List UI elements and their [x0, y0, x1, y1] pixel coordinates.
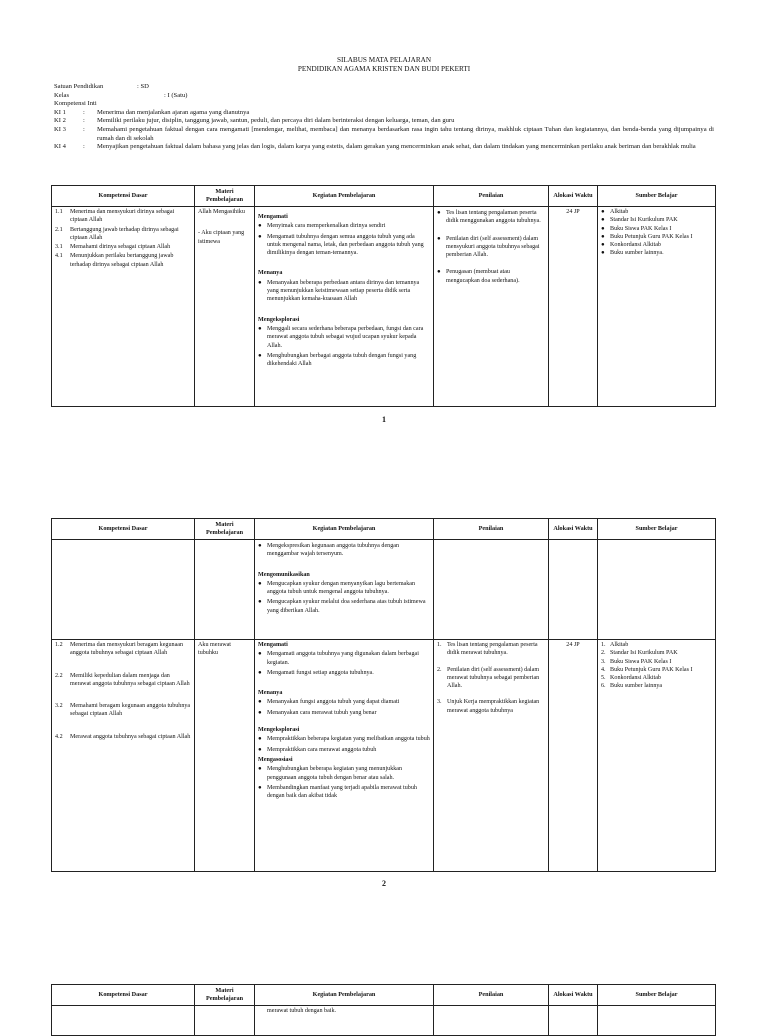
materi-title: Allah Mengasihiku [198, 209, 245, 215]
bullet-icon: ● [601, 242, 605, 249]
bullet-icon: ● [258, 699, 262, 706]
bullet-icon: ● [437, 269, 441, 276]
satuan-value: : SD [137, 83, 149, 90]
kd-number: 4.1 [55, 253, 63, 260]
activity-text: Mengekspresikan kegunaan anggota tubuhnya dengan menggambar wajah tersenyum. [267, 543, 399, 558]
bullet-icon: ● [601, 225, 605, 232]
source-text: Alkitab [610, 642, 629, 648]
activity-text: Mengamati fungsi setiap anggota tubuhnya. [267, 669, 374, 676]
bullet-icon: ● [258, 784, 262, 791]
title-line-2: PENDIDIKAN AGAMA KRISTEN DAN BUDI PEKERTI [297, 65, 471, 73]
kompetensi-cell [52, 640, 195, 872]
materi-cell [195, 540, 255, 640]
col-header-materi: Materi Pembelajaran [195, 985, 255, 1006]
ki-heading: Kompetensi Inti [54, 100, 97, 108]
activity-text: Mempraktikkan beberapa kegiatan yang melibatkan anggota tubuh [267, 736, 430, 743]
assessment-text: Penilaian diri (self assessment) dalam mensyukuri anggota tubuhnya sebagai pemberian Allah. [446, 235, 540, 259]
kd-number: 2.2 [55, 672, 63, 679]
bullet-icon: ● [258, 651, 262, 658]
kd-text: Memiliki kepedulian dalam menjaga dan merawat anggota tubuhnya sebagai ciptaan Allah [70, 672, 190, 687]
activity-text: Menanyakan cara merawat tubuh yang benar [267, 709, 377, 716]
activity-text: merawat tubuh dengan baik. [267, 1008, 337, 1014]
source-text: Konkordansi Alkitab [610, 675, 661, 682]
kd-text: Memahami dirinya sebagai ciptaan Allah [70, 244, 171, 251]
materi-cell: Aku merawat tubuhku [195, 640, 255, 872]
bullet-icon: ● [601, 209, 605, 215]
activity-text: Mengamati anggota tubuhnya yang digunakan dalam berbagai kegiatan. [267, 651, 419, 666]
bullet-icon: ● [258, 736, 262, 743]
assessment-text: Tes lisan tentang pengalaman peserta didik merawat tubuhnya. [447, 642, 538, 657]
col-header-sumber: Sumber Belajar [598, 985, 716, 1006]
ki-code: KI 1 [54, 108, 66, 116]
table-row [52, 540, 716, 640]
kd-text: Menerima dan mensyukuri dirinya sebagai ciptaan Allah [70, 209, 175, 224]
col-header-kegiatan: Kegiatan Pembelajaran [255, 985, 434, 1006]
table-row [52, 640, 716, 872]
penilaian-cell [434, 1006, 549, 1036]
kegiatan-cell [255, 1006, 434, 1036]
col-header-penilaian: Penilaian [434, 186, 549, 207]
bullet-icon: ● [258, 709, 262, 716]
col-header-kompetensi: Kompetensi Dasar [52, 985, 195, 1006]
ki-colon: : [83, 117, 85, 125]
kd-number: 4.2 [55, 733, 63, 740]
col-header-sumber: Sumber Belajar [598, 186, 716, 207]
syllabus-table-page-2 [51, 518, 716, 872]
ki-text: Menyajikan pengetahuan faktual dalam bahasa yang jelas dan logis, dalam karya yang estetis, dalam gerakan yang mencerminkan anak sehat, dan dalam tindakan yang mencerminkan perilaku anak beriman dan berakhlak mulia [97, 143, 696, 151]
table-header-row [52, 186, 716, 207]
col-header-alokasi: Alokasi Waktu [549, 186, 598, 207]
bullet-icon: ● [258, 279, 262, 286]
kelas-value: : I (Satu) [164, 91, 188, 99]
kd-number: 2.1 [55, 226, 63, 233]
ki-code: KI 2 [54, 117, 66, 125]
table-header-row [52, 519, 716, 540]
item-number: 2. [601, 650, 606, 657]
bullet-icon: ● [258, 325, 262, 332]
col-header-sumber: Sumber Belajar [598, 519, 716, 540]
activity-text: Mempraktikkan cara merawat anggota tubuh [267, 746, 377, 753]
activity-text: Menyimak cara memperkenalkan dirinya sendiri [267, 223, 386, 230]
step-heading: Menanya [258, 270, 283, 277]
ki-colon: : [83, 125, 85, 133]
table-row [52, 1006, 716, 1036]
step-heading: Mengasosiasi [258, 756, 293, 763]
activity-text: Menghubungkan berbagai anggota tubuh dengan fungsi yang dikehendaki Allah [267, 352, 417, 368]
sumber-cell [598, 1006, 716, 1036]
bullet-icon: ● [258, 223, 262, 230]
kd-text: Merawat anggota tubuhnya sebagai ciptaan Allah [70, 733, 191, 740]
kd-number: 3.1 [55, 244, 63, 251]
kegiatan-cell [255, 640, 434, 872]
alokasi-cell [549, 1006, 598, 1036]
ki-code: KI 3 [54, 125, 66, 133]
ki-row [54, 109, 714, 118]
bullet-icon: ● [258, 599, 262, 606]
kompetensi-cell [52, 1006, 195, 1036]
alokasi-cell [549, 540, 598, 640]
kd-text: Menunjukkan perilaku bertanggung jawab terhadap dirinya sebagai ciptaan Allah [70, 253, 174, 268]
table-row [52, 207, 716, 407]
item-number: 4. [601, 666, 606, 673]
materi-cell [195, 207, 255, 407]
activity-text: Mengucapkan syukur melalui doa sederhana atas tubuh istimewa yang diberikan Allah. [267, 599, 426, 614]
item-number: 5. [601, 675, 606, 682]
materi-subtopic: - Aku ciptaan yang istimewa [198, 230, 245, 245]
bullet-icon: ● [258, 580, 262, 587]
ki-code: KI 4 [54, 143, 66, 151]
ki-colon: : [83, 143, 85, 151]
activity-text: Menggali secara sederhana beberapa perbedaan, fungsi dan cara merawat anggota tubuh sebagai wujud ucapan syukur kepada Allah. [267, 325, 424, 349]
bullet-icon: ● [601, 233, 605, 240]
bullet-icon: ● [258, 543, 262, 549]
kegiatan-cell [255, 540, 434, 640]
col-header-kompetensi: Kompetensi Dasar [52, 519, 195, 540]
activity-text: Menanyakan beberapa perbedaan antara dirinya dan temannya yang menunjukkan keistimewaan setiap peserta didik serta menunjukkan kemaha-kuasaan Allah [267, 279, 420, 303]
ki-text: Memahami pengetahuan faktual dengan cara mengamati [mendengar, melihat, membaca] dan menanya berdasarkan rasa ingin tahu tentang dirinya, makhluk ciptaan Tuhan dan kegiatannya, dan benda-benda yang dijumpainya di rumah dan di sekolah [97, 125, 714, 142]
assessment-text: Tes lisan tentang pengalaman peserta didik menggunakan anggota tubuhnya. [446, 210, 541, 225]
item-number: 2. [437, 666, 442, 673]
alokasi-cell: 24 JP [549, 640, 598, 872]
document-meta [54, 83, 714, 152]
assessment-text: Unjuk Kerja mempraktikkan kegiatan merawat anggota tubuhnya [447, 699, 540, 714]
activity-text: Mengamati tubuhnya dengan semua anggota tubuh yang ada untuk mengenal nama, letak, dan perbedaan anggota tubuh yang dimilikinya dengan teman-temannya. [267, 233, 424, 257]
bullet-icon: ● [258, 766, 262, 773]
activity-text: Membandingkan manfaat yang terjadi apabila merawat tubuh dengan baik dan akibat tidak [267, 784, 417, 800]
bullet-icon: ● [258, 352, 262, 359]
bullet-icon: ● [258, 746, 262, 753]
col-header-alokasi: Alokasi Waktu [549, 519, 598, 540]
sumber-cell [598, 207, 716, 407]
kd-text: Memahami beragam kegunaan anggota tubuhnya sebagai ciptaan Allah [70, 703, 191, 718]
source-text: Buku sumber lainnya [610, 683, 663, 690]
activity-text: Menghubungkan beberapa kegiatan yang menunjukkan penggunaan anggota tubuh dengan benar atau salah. [267, 766, 403, 781]
kd-text: Bertanggung jawab terhadap dirinya sebagai ciptaan Allah [70, 226, 179, 241]
bullet-icon: ● [601, 217, 605, 224]
col-header-alokasi: Alokasi Waktu [549, 985, 598, 1006]
kegiatan-cell [255, 207, 434, 407]
title-line-1: SILABUS MATA PELAJARAN [336, 56, 432, 64]
sumber-cell [598, 640, 716, 872]
source-text: Standar Isi Kurikulum PAK [610, 650, 678, 657]
source-text: Buku sumber lainnya. [610, 250, 664, 257]
satuan-label: Satuan Pendidikan [54, 83, 104, 90]
kelas-label: Kelas [54, 91, 70, 99]
page-number: 2 [382, 879, 386, 888]
col-header-kegiatan: Kegiatan Pembelajaran [255, 519, 434, 540]
source-text: Standar Isi Kurikulum PAK [610, 217, 678, 224]
ki-colon: : [83, 108, 85, 116]
penilaian-cell [434, 207, 549, 407]
kompetensi-cell [52, 540, 195, 640]
ki-text: Memiliki perilaku jujur, disiplin, tanggung jawab, santun, peduli, dan percaya diri dalam berinteraksi dengan keluarga, teman, dan guru [97, 117, 455, 125]
source-text: Alkitab [610, 209, 629, 215]
kd-number: 1.1 [55, 209, 63, 215]
page-number: 1 [382, 415, 386, 424]
ki-row [54, 117, 714, 126]
source-text: Buku Petunjuk Guru PAK Kelas I [610, 666, 693, 673]
col-header-kompetensi: Kompetensi Dasar [52, 186, 195, 207]
activity-text: Menanyakan fungsi anggota tubuh yang dapat diamati [267, 699, 400, 706]
source-text: Buku Siswa PAK Kelas I [610, 225, 672, 232]
table-header-row [52, 985, 716, 1006]
source-text: Konkordansi Alkitab [610, 242, 661, 249]
col-header-materi: Materi Pembelajaran [195, 186, 255, 207]
bullet-icon: ● [258, 233, 262, 240]
kd-number: 1.2 [55, 642, 63, 648]
kd-text: Menerima dan mensyukuri beragam kegunaan anggota tubuhnya sebagai ciptaan Allah [70, 642, 184, 657]
kd-number: 3.2 [55, 703, 63, 710]
assessment-text: Penilaian diri (self assessment) dalam merawat tubuhnya sebagai pemberian Allah. [447, 666, 540, 690]
ki-row [54, 126, 714, 143]
document-title [0, 56, 768, 74]
col-header-penilaian: Penilaian [434, 519, 549, 540]
col-header-kegiatan: Kegiatan Pembelajaran [255, 186, 434, 207]
bullet-icon: ● [258, 669, 262, 676]
ki-text: Menerima dan menjalankan ajaran agama yang dianutnya [97, 108, 250, 116]
item-number: 3. [601, 658, 606, 665]
step-heading: Mengeksplorasi [258, 727, 300, 734]
step-heading: Menanya [258, 690, 283, 697]
materi-cell [195, 1006, 255, 1036]
step-heading: Mengamati [258, 214, 288, 220]
penilaian-cell [434, 640, 549, 872]
item-number: 3. [437, 699, 442, 706]
bullet-icon: ● [437, 235, 441, 242]
kompetensi-cell [52, 207, 195, 407]
ki-row [54, 143, 714, 152]
syllabus-table-page-1 [51, 185, 716, 407]
col-header-materi: Materi Pembelajaran [195, 519, 255, 540]
step-heading: Mengamati [258, 642, 288, 648]
activity-text: Mengucapkan syukur dengan menyanyikan lagu bertemakan anggota tubuh untuk mengenal anggota tubuhnya. [267, 580, 416, 596]
source-text: Buku Petunjuk Guru PAK Kelas I [610, 233, 693, 240]
syllabus-table-page-3 [51, 984, 716, 1036]
bullet-icon: ● [601, 250, 605, 257]
bullet-icon: ● [437, 210, 441, 216]
sumber-cell [598, 540, 716, 640]
item-number: 6. [601, 683, 606, 690]
item-number: 1. [601, 642, 606, 648]
item-number: 1. [437, 642, 442, 648]
step-heading: Mengeksplorasi [258, 316, 300, 323]
source-text: Buku Siswa PAK Kelas I [610, 658, 672, 665]
penilaian-cell [434, 540, 549, 640]
assessment-text: Penugasan (membuat atau mengucapkan doa sederhana). [446, 269, 520, 284]
alokasi-cell: 24 JP [549, 207, 598, 407]
col-header-penilaian: Penilaian [434, 985, 549, 1006]
step-heading: Mengomunikasikan [258, 571, 310, 578]
